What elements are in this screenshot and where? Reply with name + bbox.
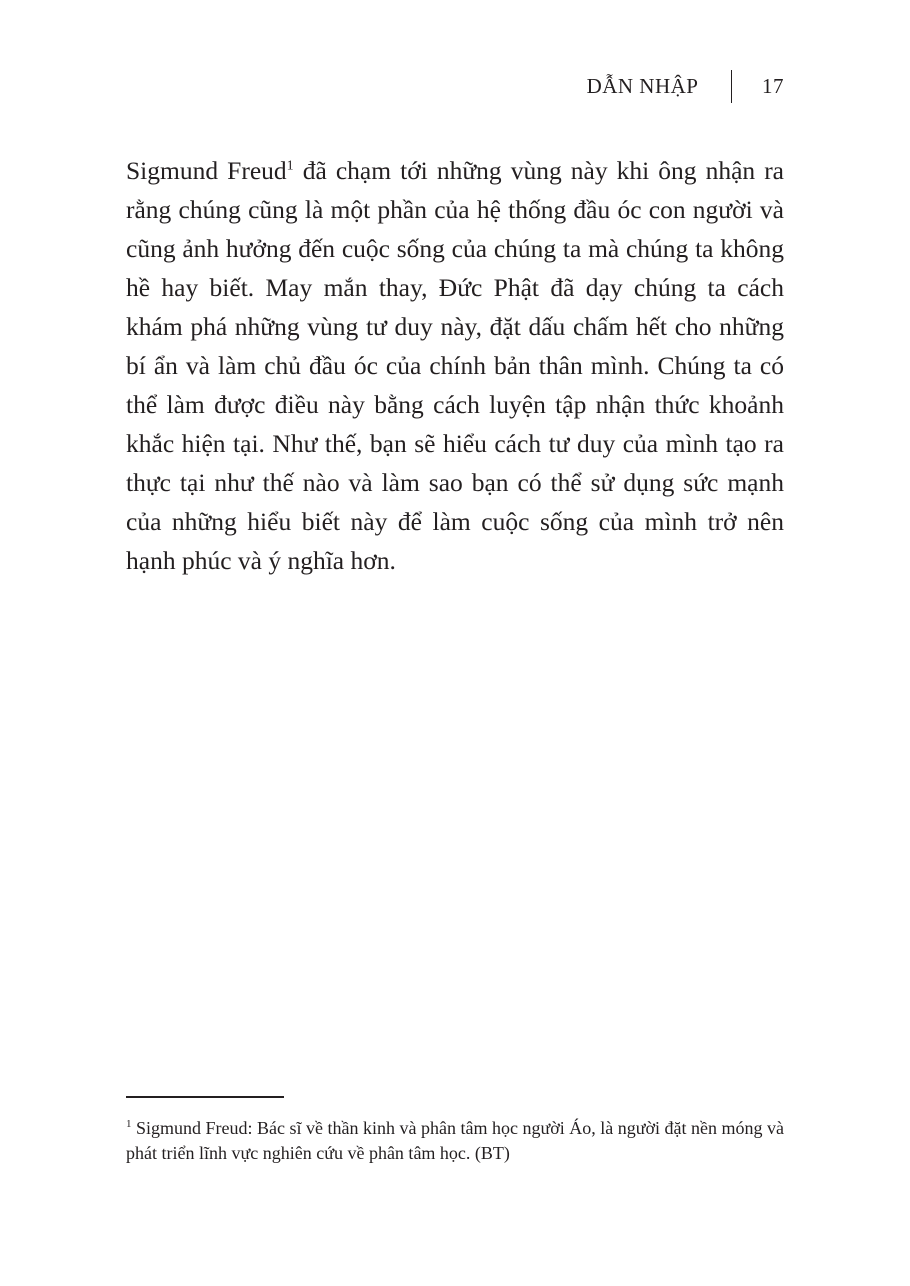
body-text-start: Sigmund Freud: [126, 156, 287, 185]
running-head-divider: [731, 70, 733, 103]
body-paragraph: [126, 151, 784, 580]
body-text-rest: đã chạm tới những vùng này khi ông nhận ra rằng chúng cũng là một phần của hệ thống đầu óc con người và cũng ảnh hưởng đến cuộc sống của chúng ta mà chúng ta không hề hay biết. May mắn thay, Đức Phật đã dạy chúng ta cách khám phá những vùng tư duy này, đặt dấu chấm hết cho những bí ẩn và làm chủ đầu óc của chính bản thân mình. Chúng ta có thể làm được điều này bằng cách luyện tập nhận thức khoảnh khắc hiện tại. Như thế, bạn sẽ hiểu cách tư duy của mình tạo ra thực tại như thế nào và làm sao bạn có thể sử dụng sức mạnh của những hiểu biết này để làm cuộc sống của mình trở nên hạnh phúc và ý nghĩa hơn.: [126, 156, 785, 575]
page-number: 17: [762, 73, 784, 98]
running-head-section: DẪN NHẬP: [586, 73, 699, 98]
footnote: [126, 1116, 786, 1166]
footnote-marker: 1: [126, 1118, 132, 1130]
footnote-text: Sigmund Freud: Bác sĩ về thần kinh và phân tâm học người Áo, là người đặt nền móng và phát triển lĩnh vực nghiên cứu về phân tâm học. (BT): [126, 1118, 784, 1163]
running-head: [587, 70, 784, 102]
footnote-reference: 1: [286, 158, 294, 174]
footnote-separator: [126, 1096, 284, 1098]
